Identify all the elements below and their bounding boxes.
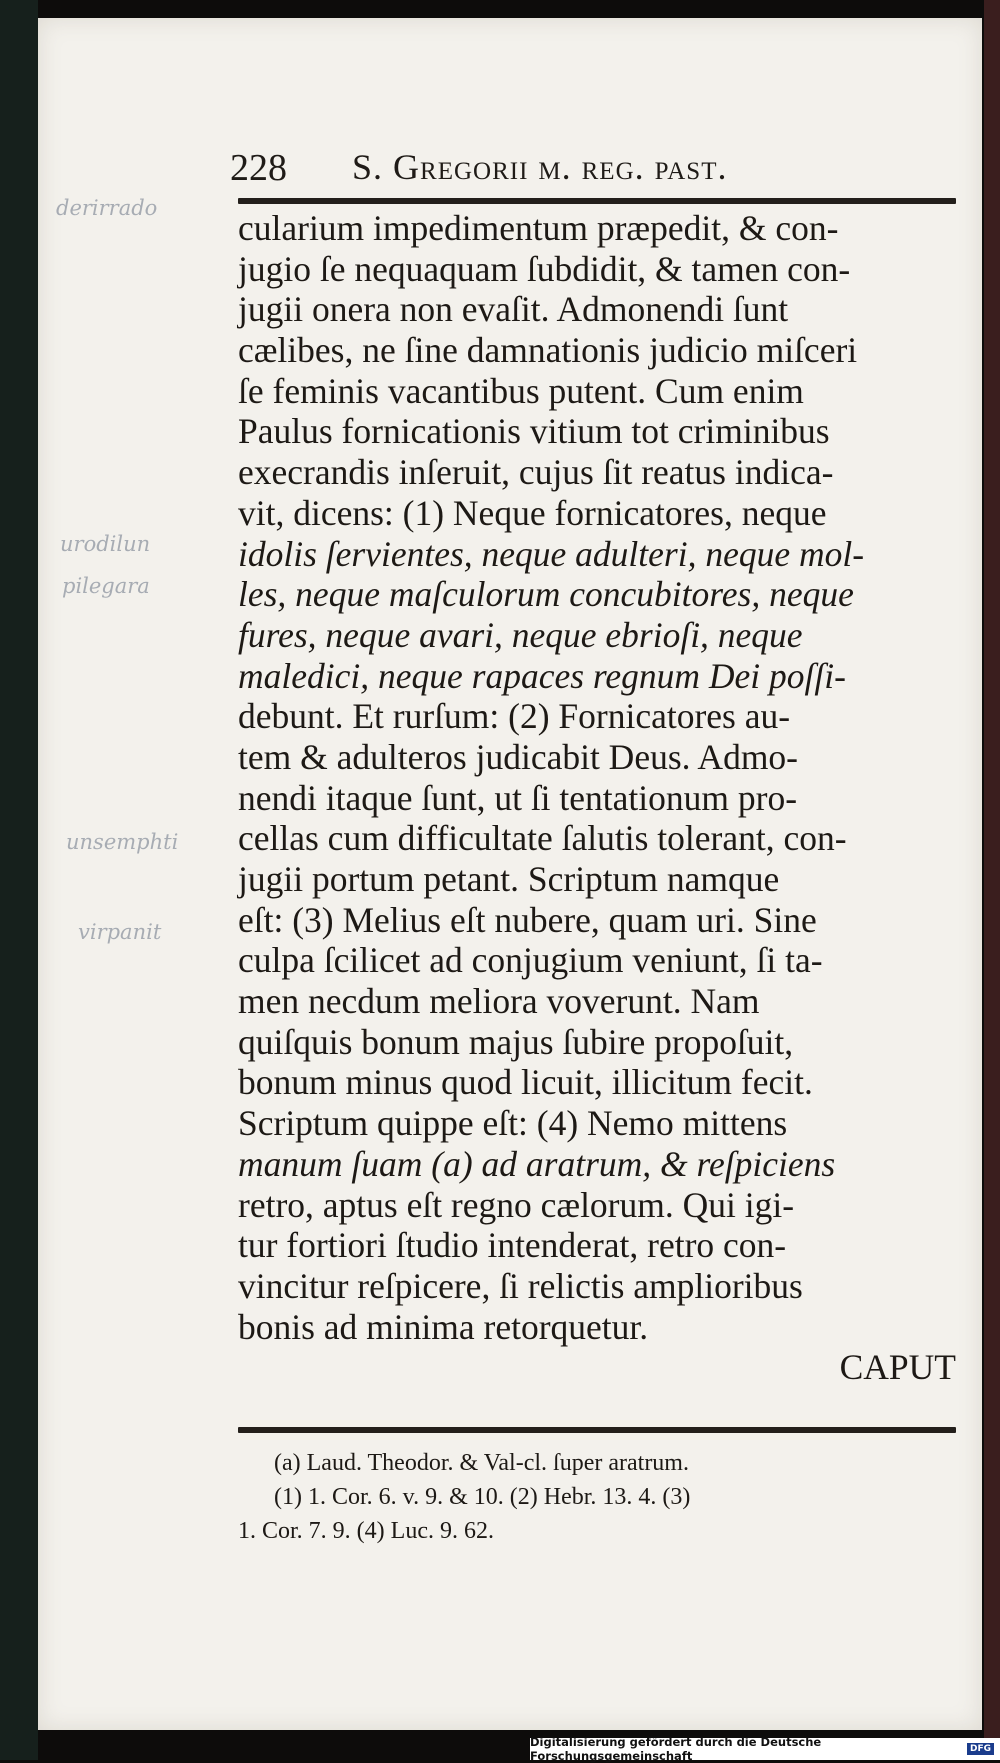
footnote: (1) 1. Cor. 6. v. 9. & 10. (2) Hebr. 13. 4. (3)	[274, 1484, 691, 1510]
text-line: debunt. Et rurſum: (2) Fornicatores au-	[238, 696, 791, 737]
catchword: CAPUT	[839, 1347, 956, 1388]
page-header	[230, 140, 950, 190]
text-line: jugii onera non evaſit. Admonendi ſunt	[238, 289, 789, 330]
credit-text: Digitalisierung gefördert durch die Deutsche Forschungsgemeinschaft	[530, 1735, 822, 1763]
running-head: S. Gregorii m. reg. past.	[352, 147, 728, 187]
margin-note: virpanit	[78, 920, 162, 944]
scan-left-margin	[0, 0, 38, 1760]
text-line: les, neque maſculorum concubitores, neque	[238, 574, 854, 615]
text-line: vincitur reſpicere, ſi relictis amplioribus	[238, 1265, 803, 1306]
page-number: 228	[230, 147, 287, 189]
text-line: maledici, neque rapaces regnum Dei poſſi-	[238, 655, 846, 696]
footnote-rule	[238, 1427, 956, 1433]
text-line: Scriptum quippe eſt: (4) Nemo mittens	[238, 1103, 788, 1144]
text-line: men necdum meliora voverunt. Nam	[238, 981, 760, 1022]
body-text	[238, 208, 956, 1388]
header-rule	[238, 198, 956, 204]
dfg-logo: DFG	[967, 1743, 994, 1755]
text-line: jugio ſe nequaquam ſubdidit, & tamen con-	[238, 248, 851, 289]
margin-note: urodilun	[60, 532, 151, 556]
text-line: fures, neque avari, neque ebrioſi, neque	[238, 614, 803, 655]
footnote: 1. Cor. 7. 9. (4) Luc. 9. 62.	[238, 1518, 494, 1544]
footnote: (a) Laud. Theodor. & Val-cl. ſuper aratrum.	[274, 1450, 689, 1476]
margin-note: unsemphti	[66, 830, 179, 854]
text-line: jugii portum petant. Scriptum namque	[238, 859, 780, 899]
text-line: culpa ſcilicet ad conjugium veniunt, ſi ta-	[238, 940, 823, 981]
text-line: tem & adulteros judicabit Deus. Admo-	[238, 736, 799, 777]
text-line: retro, aptus eſt regno cælorum. Qui igi-	[238, 1184, 795, 1225]
text-line: cælibes, ne ſine damnationis judicio miſceri	[238, 330, 858, 371]
text-line: tur fortiori ſtudio intenderat, retro con-	[238, 1225, 787, 1266]
text-line: manum ſuam (a) ad aratrum, & reſpiciens	[238, 1143, 836, 1184]
footnotes	[238, 1446, 956, 1548]
text-line: cularium impedimentum præpedit, & con-	[238, 208, 839, 248]
text-line: Paulus fornicationis vitium tot criminibus	[238, 411, 830, 452]
text-line: ſe feminis vacantibus putent. Cum enim	[238, 370, 804, 411]
margin-note: derirrado	[56, 196, 158, 220]
text-line: quiſquis bonum majus ſubire propoſuit,	[238, 1021, 794, 1062]
text-line: execrandis inſeruit, cujus ſit reatus indica-	[238, 452, 834, 493]
text-line: cellas cum difficultate ſalutis tolerant, con-	[238, 818, 847, 859]
scan-right-edge	[984, 0, 1000, 1740]
text-line: bonis ad minima retorquetur.	[238, 1306, 649, 1347]
text-line: eſt: (3) Melius eſt nubere, quam uri. Sine	[238, 899, 817, 940]
margin-note: pilegara	[62, 574, 150, 598]
text-line: vit, dicens: (1) Neque fornicatores, neque	[238, 492, 827, 533]
text-line: nendi itaque ſunt, ut ſi tentationum pro-	[238, 777, 798, 818]
text-line: bonum minus quod licuit, illicitum fecit.	[238, 1062, 813, 1103]
digitization-credit	[530, 1735, 1000, 1763]
text-line: idolis ſervientes, neque adulteri, neque mol-	[238, 533, 865, 574]
